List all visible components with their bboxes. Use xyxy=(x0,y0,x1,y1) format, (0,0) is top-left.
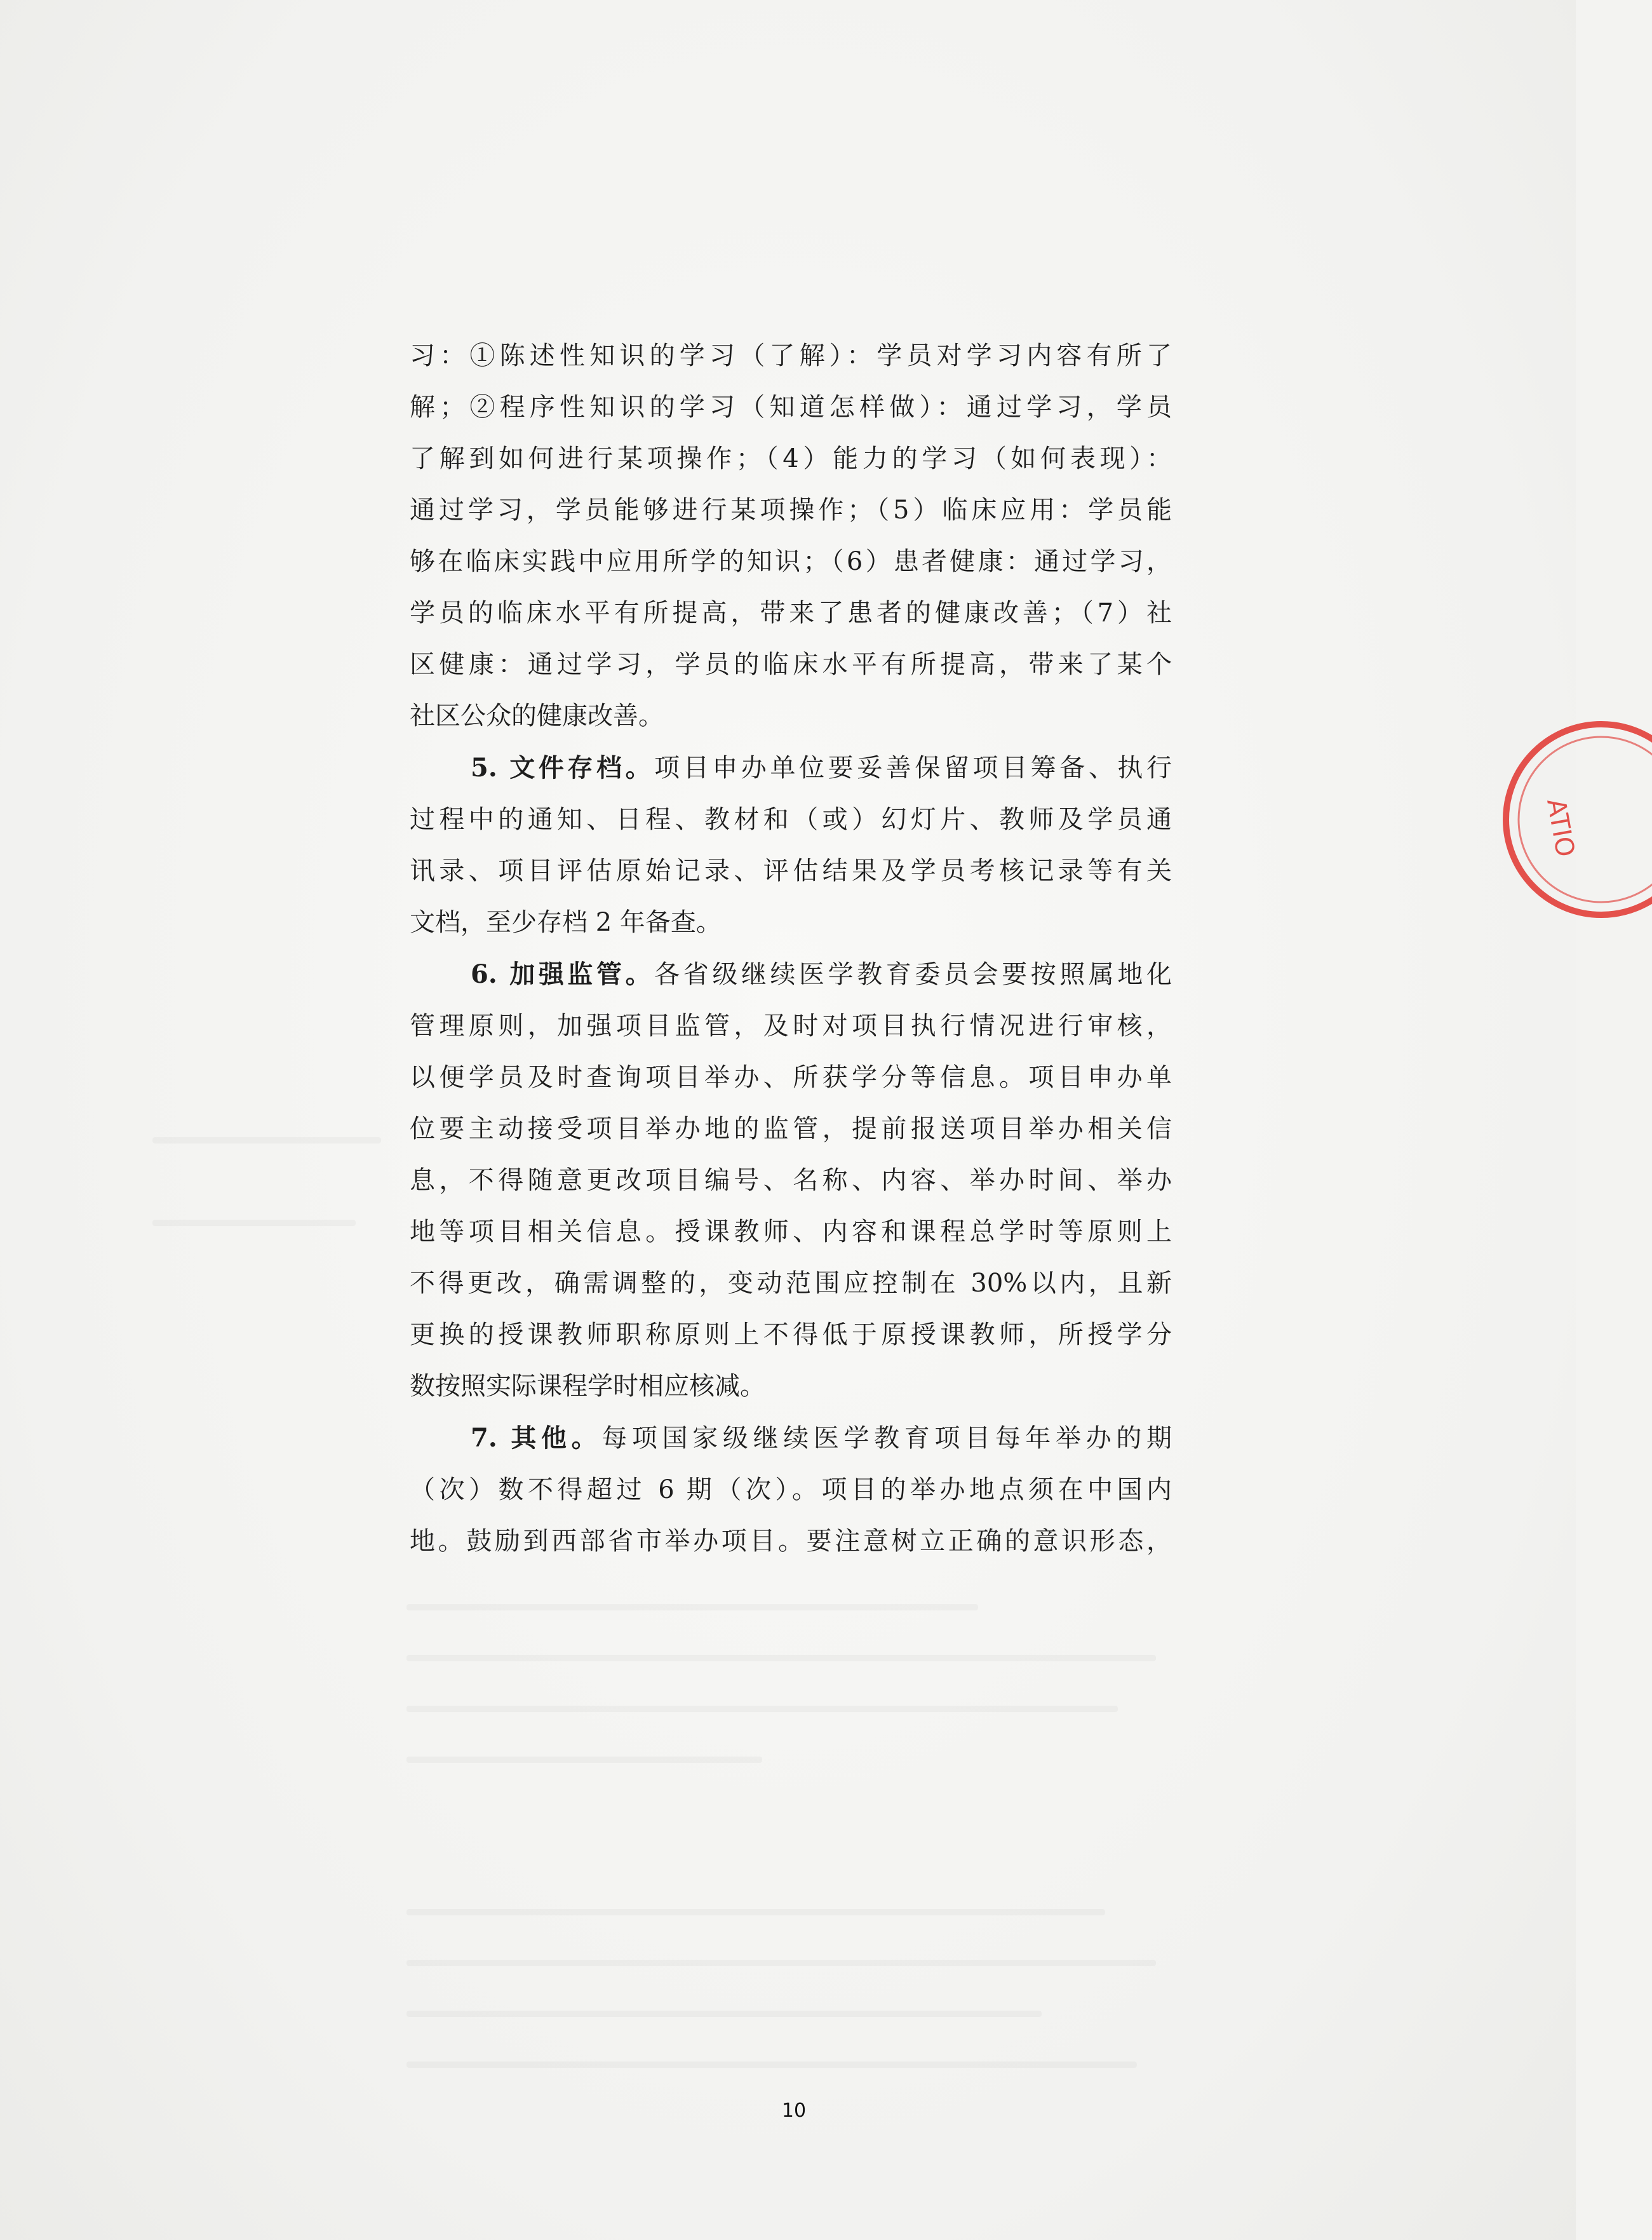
section-heading: 7. 其他。 xyxy=(471,1423,602,1453)
text-line: 习：①陈述性知识的学习（了解）：学员对学习内容有所了 xyxy=(410,341,1172,370)
paragraph-strengthen-supervision xyxy=(410,948,1172,1412)
text-line: 通过学习，学员能够进行某项操作；（5）临床应用：学员能 xyxy=(410,496,1172,525)
paragraph-learning-levels xyxy=(410,330,1172,742)
text-line: 数按照实际课程学时相应核减。 xyxy=(410,1372,765,1401)
bleed-through-line xyxy=(406,2061,1137,2068)
text-line: 文档，至少存档 2 年备查。 xyxy=(410,908,722,937)
text-span: 各省级继续医学教育委员会要按照属地化 xyxy=(654,960,1172,989)
text-line: 区健康：通过学习，学员的临床水平有所提高，带来了某个 xyxy=(410,650,1172,679)
text-line: 息，不得随意更改项目编号、名称、内容、举办时间、举办 xyxy=(410,1166,1172,1195)
text-line: 管理原则，加强项目监管，及时对项目执行情况进行审核， xyxy=(410,1011,1172,1041)
official-seal-icon xyxy=(1500,705,1652,934)
bleed-through-line xyxy=(406,2011,1042,2017)
text-line: 社区公众的健康改善。 xyxy=(410,701,664,731)
text-line: （次）数不得超过 6 期（次）。项目的举办地点须在中国内 xyxy=(410,1475,1172,1504)
section-heading: 6. 加强监管。 xyxy=(471,959,655,989)
text-line: 讯录、项目评估原始记录、评估结果及学员考核记录等有关 xyxy=(410,856,1172,886)
text-line: 够在临床实践中应用所学的知识；（6）患者健康：通过学习， xyxy=(410,547,1172,576)
text-line: 地。鼓励到西部省市举办项目。要注意树立正确的意识形态， xyxy=(410,1527,1172,1556)
text-line: 更换的授课教师职称原则上不得低于原授课教师，所授学分 xyxy=(410,1320,1172,1349)
bleed-through-line xyxy=(406,1960,1156,1966)
text-line xyxy=(410,742,1172,794)
text-line: 解；②程序性知识的学习（知道怎样做）：通过学习，学员 xyxy=(410,393,1172,422)
text-span: 项目申办单位要妥善保留项目筹备、执行 xyxy=(654,753,1172,783)
text-line: 不得更改，确需调整的，变动范围应控制在 30%以内，且新 xyxy=(410,1269,1172,1298)
seal-text: ATIO xyxy=(1541,796,1580,860)
bleed-through-line xyxy=(406,1604,978,1610)
text-span: 每项国家级继续医学教育项目每年举办的期 xyxy=(601,1424,1172,1453)
text-line: 了解到如何进行某项操作；（4）能力的学习（如何表现）： xyxy=(410,444,1172,473)
text-line: 学员的临床水平有所提高，带来了患者的健康改善；（7）社 xyxy=(410,598,1172,628)
bleed-through-line xyxy=(406,1757,762,1763)
page-number: 10 xyxy=(781,2100,807,2122)
body-text xyxy=(410,330,1172,1567)
section-heading: 5. 文件存档。 xyxy=(471,753,655,783)
text-line: 过程中的通知、日程、教材和（或）幻灯片、教师及学员通 xyxy=(410,805,1172,834)
paragraph-other xyxy=(410,1412,1172,1567)
text-line xyxy=(410,1412,1172,1464)
paragraph-file-archiving xyxy=(410,742,1172,948)
text-line: 以便学员及时查询项目举办、所获学分等信息。项目申办单 xyxy=(410,1063,1172,1092)
bleed-through-line xyxy=(406,1909,1105,1915)
bleed-through-line xyxy=(406,1655,1156,1661)
bleed-through-line xyxy=(152,1137,381,1144)
bleed-through-line xyxy=(406,1706,1118,1712)
text-line: 地等项目相关信息。授课教师、内容和课程总学时等原则上 xyxy=(410,1217,1172,1246)
bleed-through-line xyxy=(152,1220,356,1226)
text-line xyxy=(410,948,1172,1001)
text-line: 位要主动接受项目举办地的监管，提前报送项目举办相关信 xyxy=(410,1114,1172,1144)
